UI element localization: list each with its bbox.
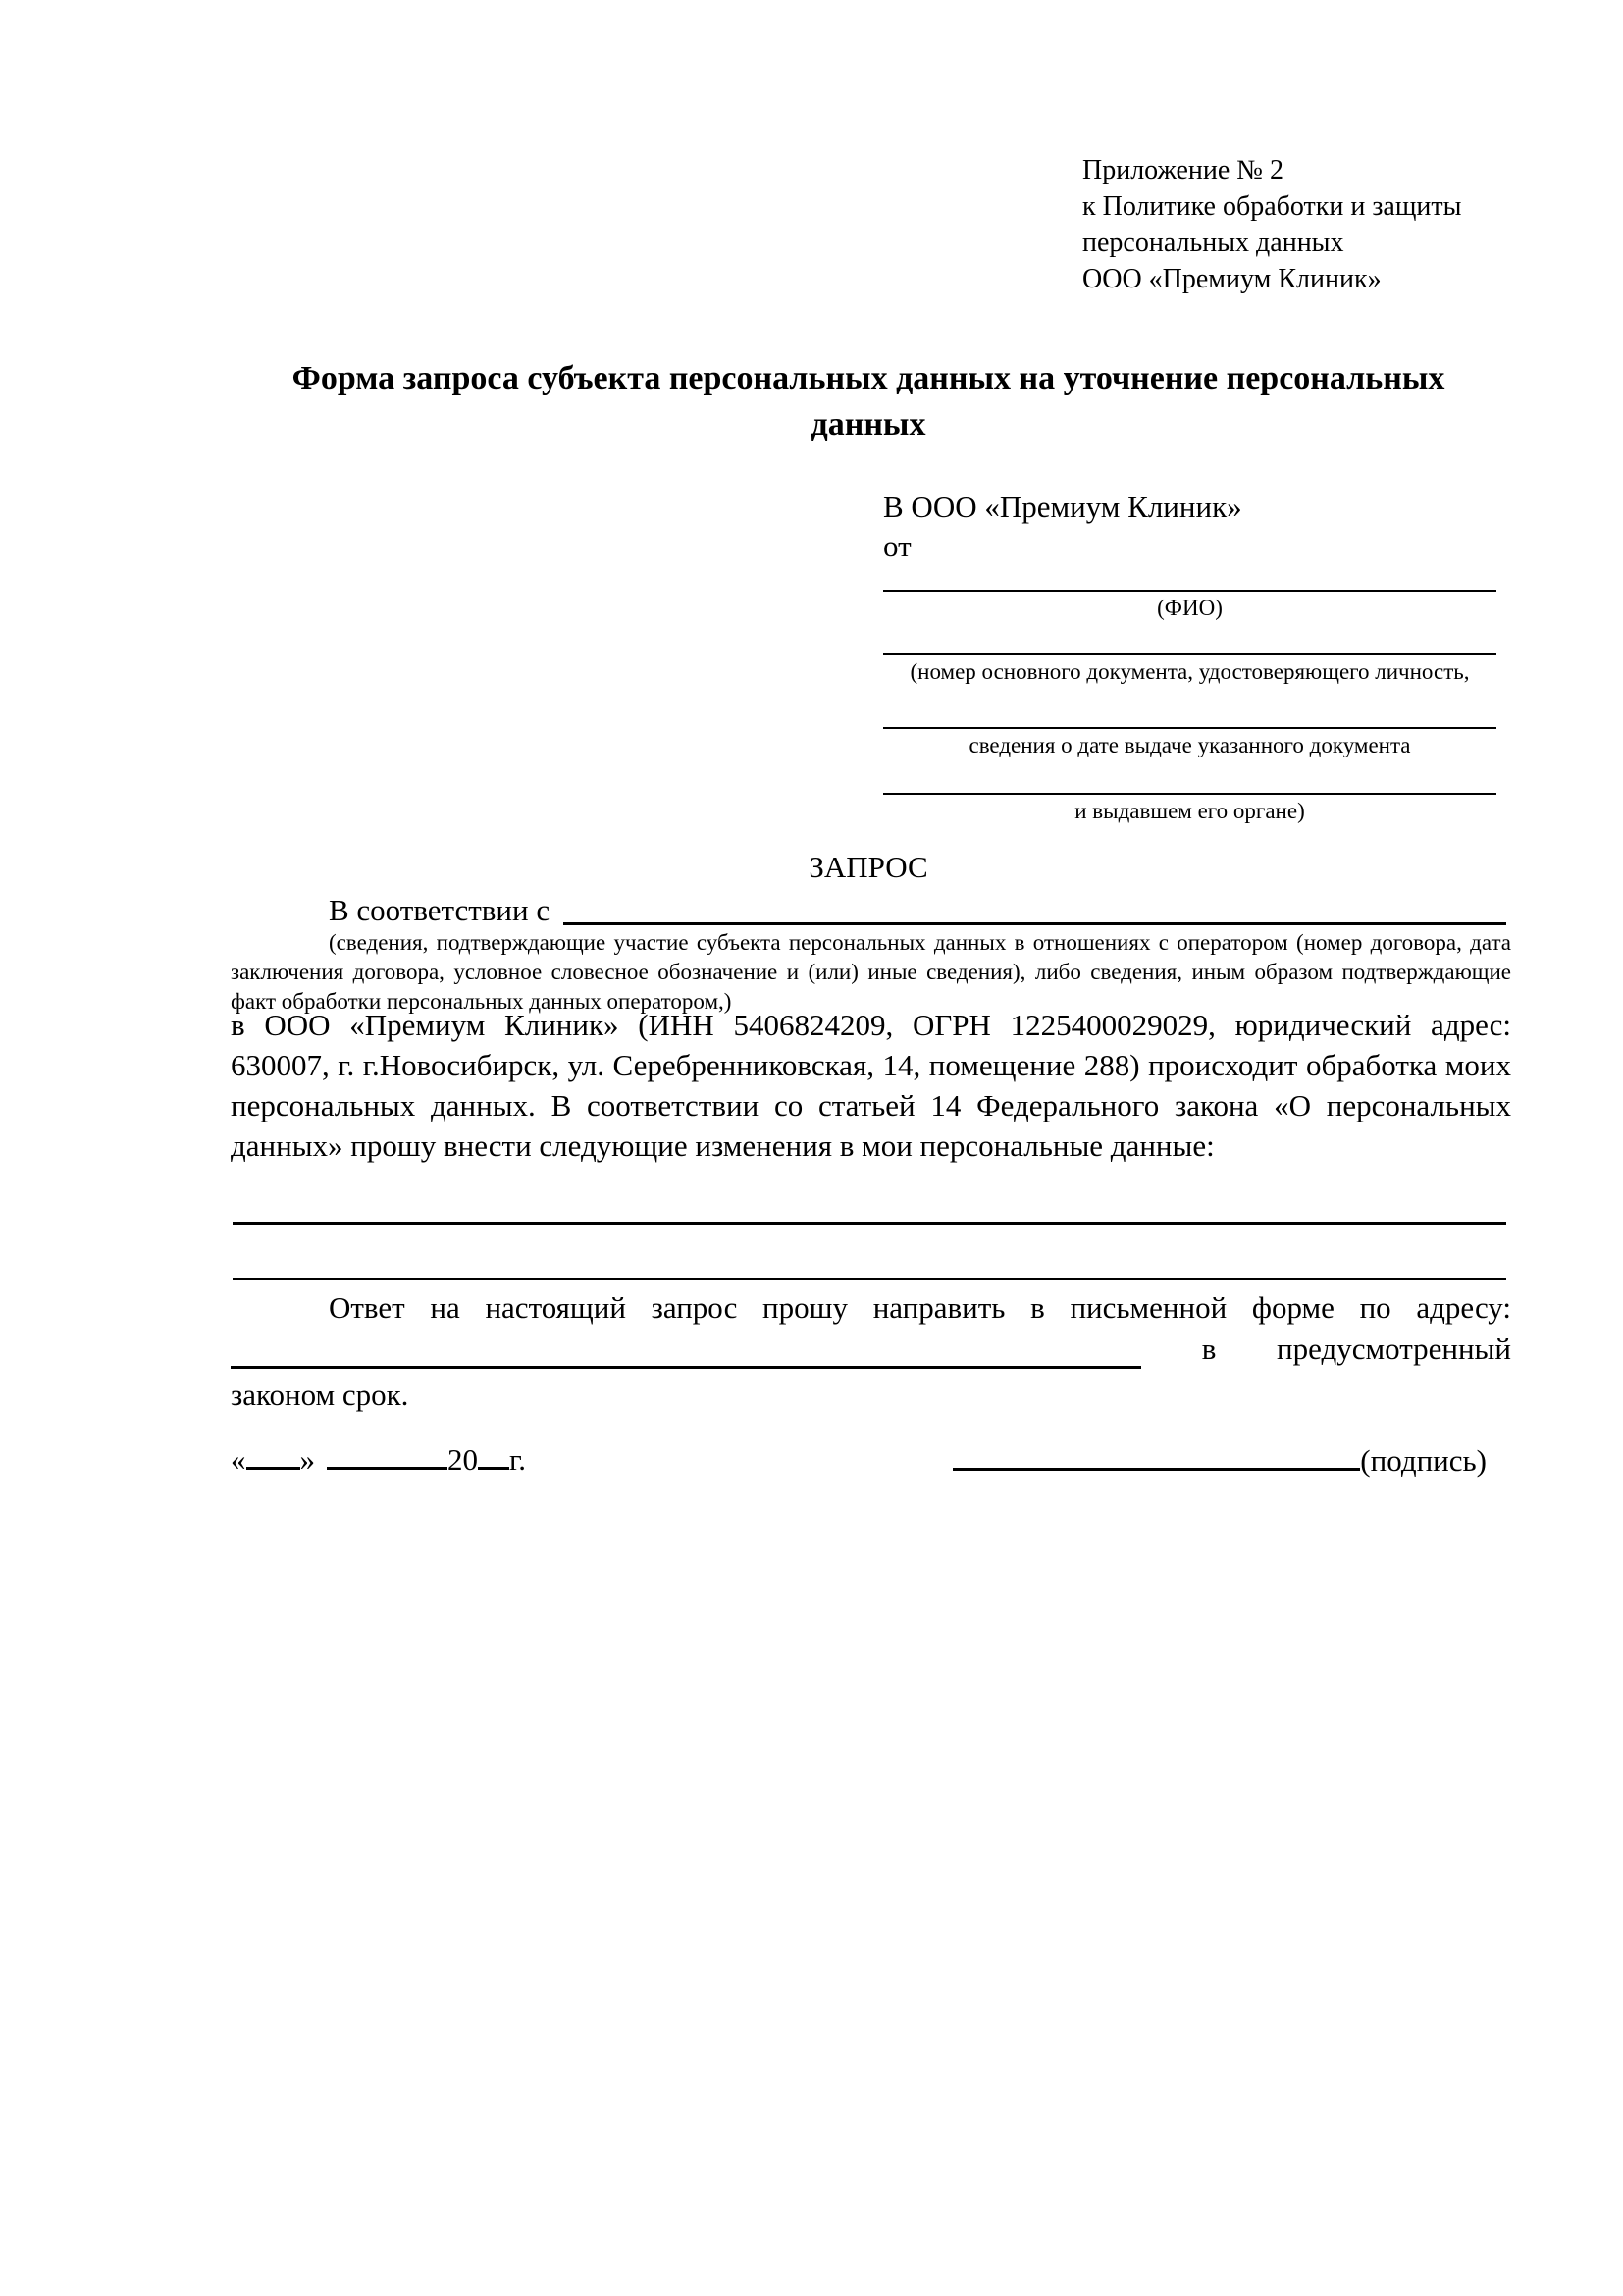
request-heading: ЗАПРОС (809, 850, 928, 884)
document-title: Форма запроса субъекта персональных данных на уточнение персональных данных (291, 360, 1445, 443)
issue-date-field (883, 686, 1496, 759)
annex-header (1082, 152, 1461, 297)
date-signature-row (231, 1440, 1487, 1481)
annex-line-4: ООО «Премиум Клиник» (1082, 264, 1382, 294)
changes-blank-line-1 (233, 1222, 1506, 1225)
document-number-caption: (номер основного документа, удостоверяющего личность, (910, 659, 1470, 684)
signature-caption: (подпись) (1360, 1443, 1487, 1478)
reply-block (231, 1287, 1511, 1415)
date-line (231, 1440, 526, 1481)
changes-blank-line-2 (233, 1278, 1506, 1280)
date-year-prefix: 20 (447, 1442, 478, 1477)
issuing-authority-field (883, 759, 1496, 825)
date-day-blank (246, 1441, 300, 1470)
fio-field (883, 566, 1496, 622)
fio-blank-line (883, 566, 1496, 592)
issue-date-blank-line (883, 686, 1496, 729)
request-intro-line (231, 891, 1506, 930)
request-body: в ООО «Премиум Клиник» (ИНН 5406824209, ОГРН 1225400029029, юридический адрес: 630007, г. г.Новосибирск, ул. Серебренниковская, 14, помещение 288) происходит обработка моих персональных данных. В соответствии со статьей 14 Федерального закона «О персональных данных» прошу внести следующие изменения в мои персональные данные: (231, 1008, 1511, 1163)
date-close-quote: » (299, 1442, 315, 1477)
date-year-blank (478, 1441, 509, 1470)
fio-caption: (ФИО) (1157, 596, 1223, 620)
paragraph-indent (231, 891, 329, 930)
date-open-quote: « (231, 1442, 246, 1477)
reply-tail-line: законом срок. (231, 1378, 409, 1412)
date-month-blank (327, 1441, 447, 1470)
request-intro-text: В соответствии с (329, 893, 550, 927)
addressee-from: от (883, 529, 912, 563)
document-number-field (883, 622, 1496, 686)
signature-blank-line (953, 1440, 1360, 1471)
request-note: (сведения, подтверждающие участие субъекта персональных данных в отношениях с оператором (номер договора, дата заключения договора, условное словесное обозначение и (или) иные сведения), либо сведения, иным образом подтверждающие факт обработки персональных данных оператором,) (231, 930, 1511, 1014)
reply-address-row (231, 1328, 1511, 1369)
annex-line-3: персональных данных (1082, 228, 1344, 258)
issuing-authority-caption: и выдавшем его органе) (1074, 799, 1305, 823)
issue-date-caption: сведения о дате выдаче указанного документа (969, 733, 1411, 757)
signature-area (953, 1440, 1487, 1481)
issuing-authority-blank-line (883, 759, 1496, 795)
basis-blank-line (563, 891, 1506, 925)
addressee-to: В ООО «Премиум Клиник» (883, 490, 1242, 524)
annex-line-2: к Политике обработки и защиты (1082, 191, 1462, 222)
document-number-blank-line (883, 622, 1496, 655)
addressee-block (883, 488, 1496, 825)
reply-text: Ответ на настоящий запрос прошу направить в письменной форме по адресу: (329, 1290, 1511, 1325)
address-blank-line (231, 1332, 1141, 1369)
annex-line-1: Приложение № 2 (1082, 155, 1283, 185)
date-year-suffix: г. (509, 1442, 526, 1477)
reply-tail-word-2: предусмотренный (1277, 1331, 1511, 1366)
reply-tail-word-1: в (1201, 1331, 1217, 1366)
